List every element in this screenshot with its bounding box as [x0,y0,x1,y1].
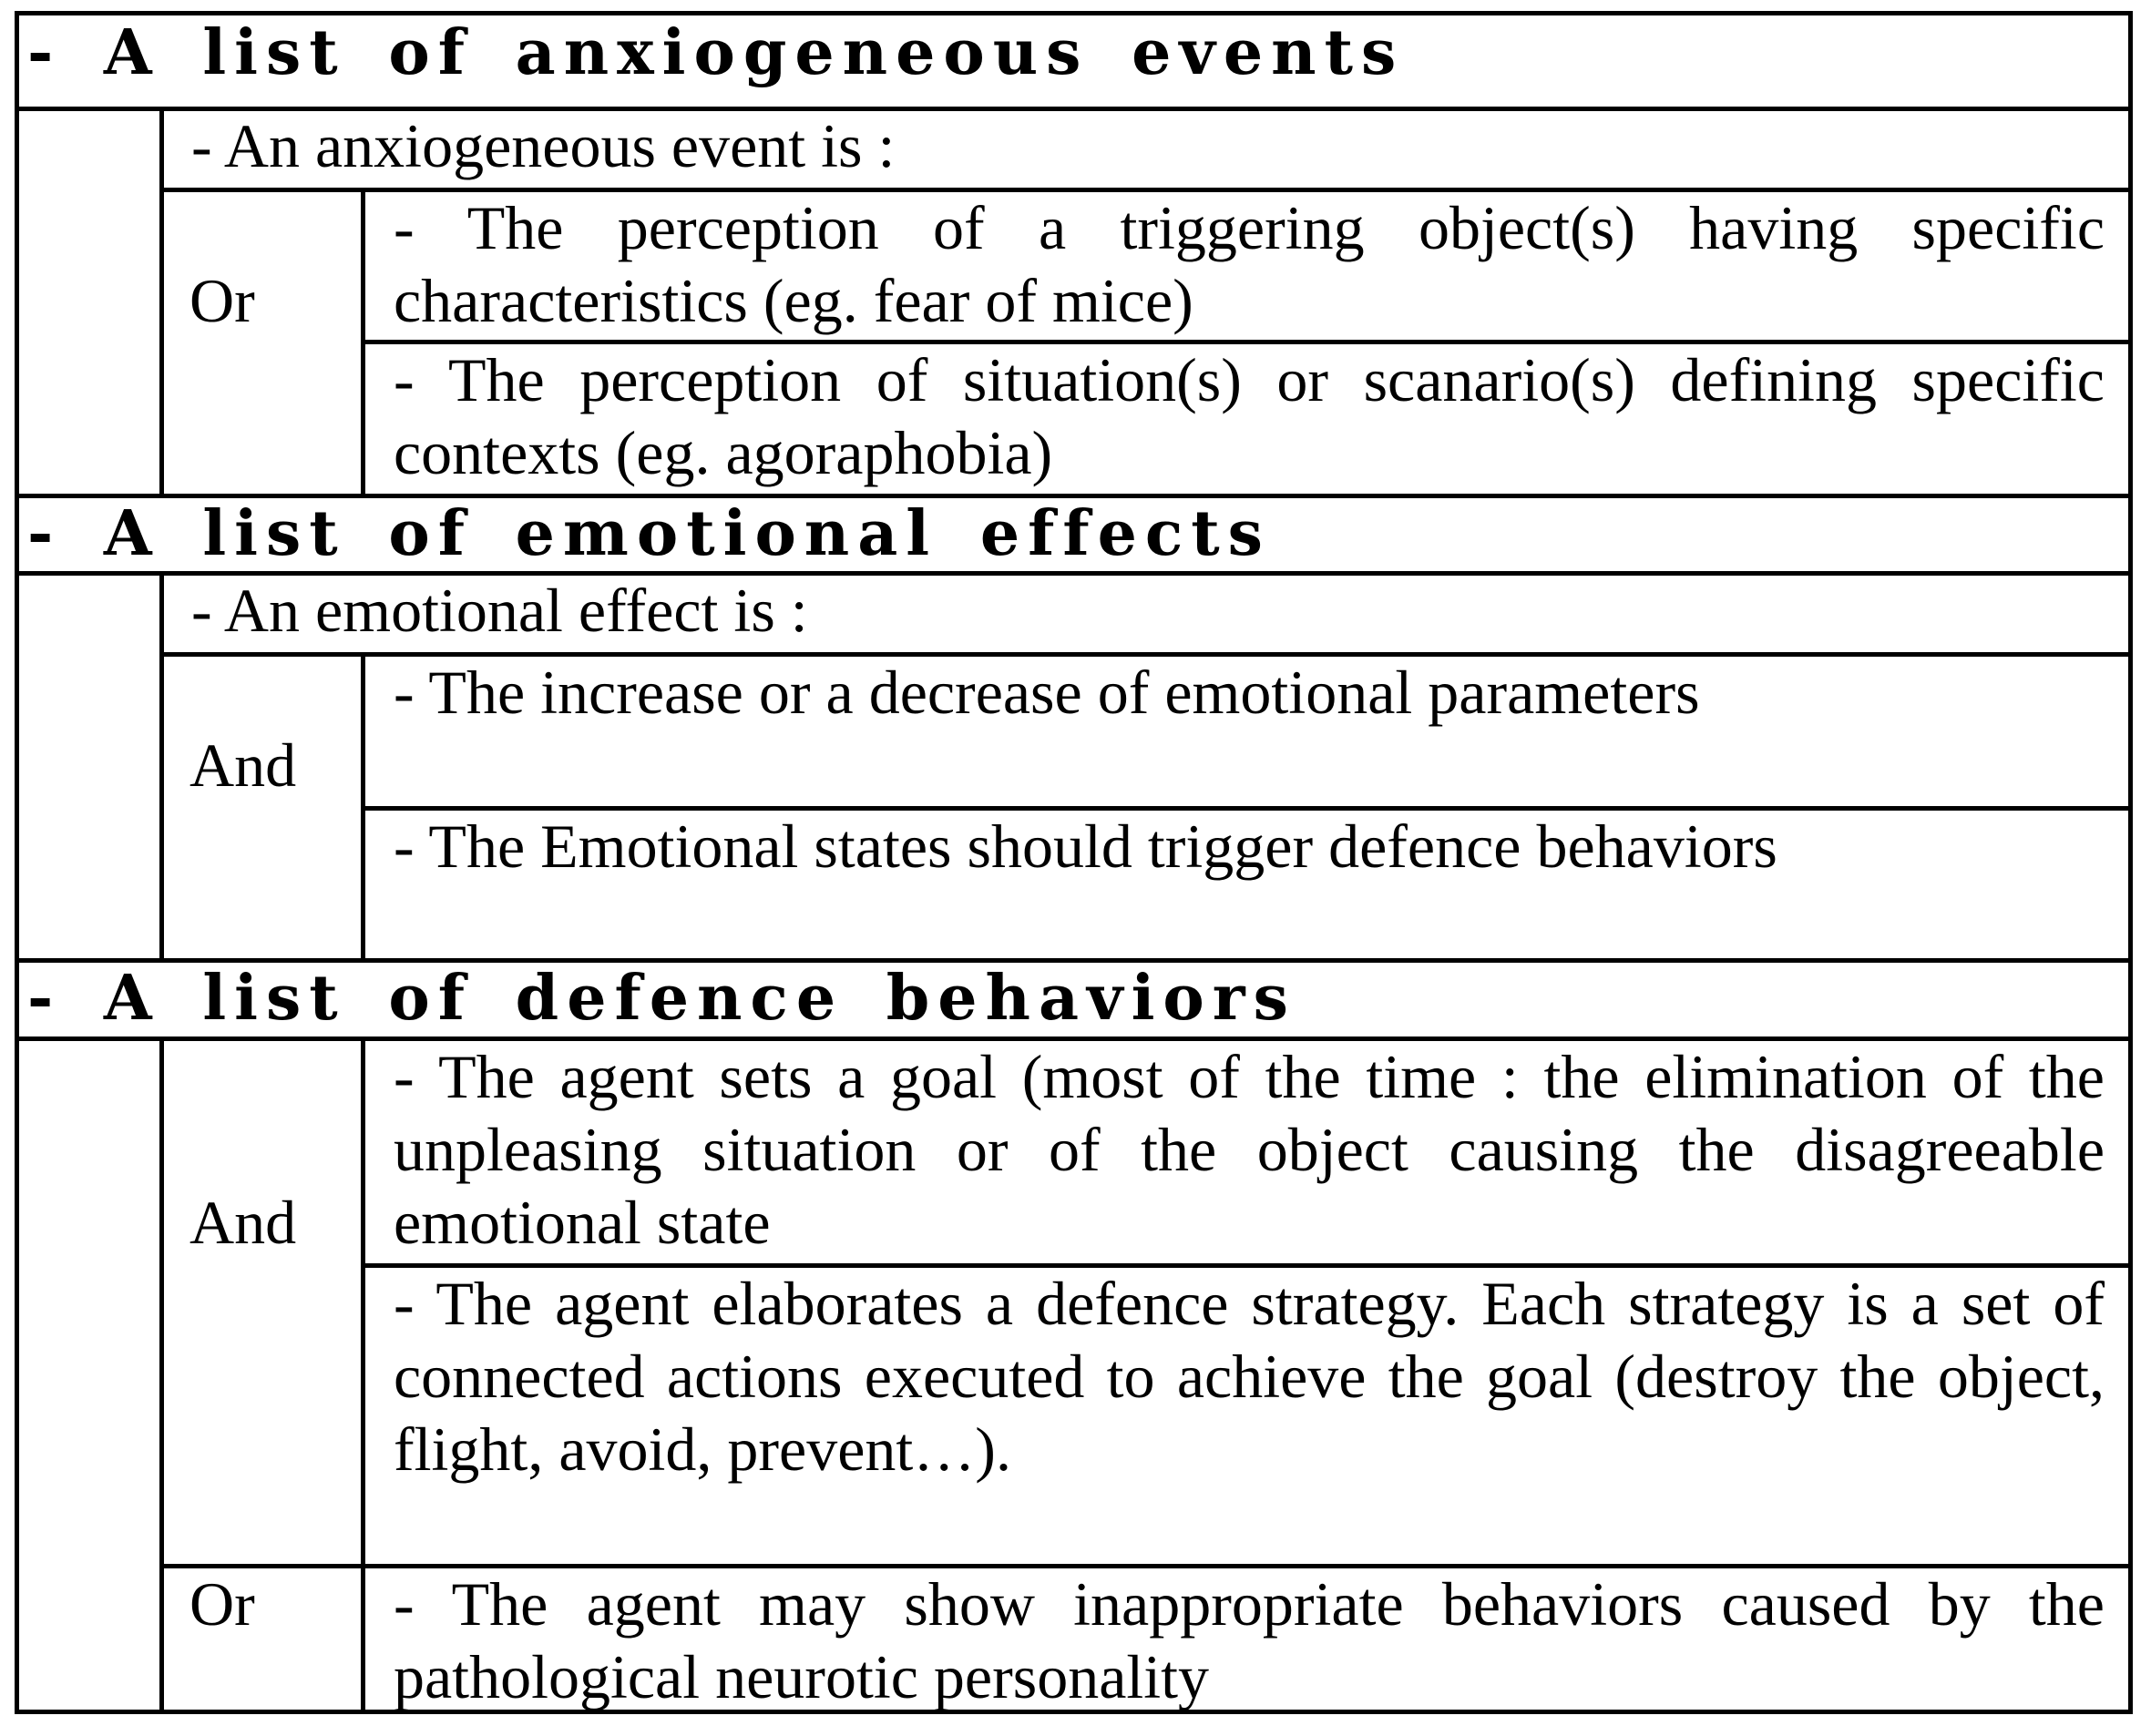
indent-column-divider [159,571,164,963]
section-title-emotional-effects: - A list of emotional effects [27,497,1271,570]
section-title-anxiogeneous-events: - A list of anxiogeneous events [27,16,1405,89]
definition-emotional-effect: - An emotional effect is : [191,576,808,645]
list-item: - The agent sets a goal (most of the time : the elimination of the unpleasing situation or of the object causing the disagreeable emotional state [394,1042,2105,1257]
section-title-defence-behaviors: - A list of defence behaviors [27,962,1296,1035]
list-item: - The increase or a decrease of emotional parameters [394,658,1700,727]
list-item: - The agent elaborates a defence strategy. Each strategy is a set of connected actions executed to achieve the goal (destroy the object, flight, avoid, prevent…). [394,1269,2105,1484]
list-item: - The Emotional states should trigger defence behaviors [394,812,1777,881]
operator-label-or: Or [189,1569,255,1639]
list-item: - The perception of a triggering object(s) having specific characteristics (eg. fear of mice) [394,193,2105,335]
indent-column-divider [159,1036,164,1714]
operator-label-and: And [189,730,297,800]
definition-anxiogeneous-event: - An anxiogeneous event is : [191,111,896,180]
list-item: - The perception of situation(s) or scanario(s) defining specific contexts (eg. agoraphobia) [394,345,2105,487]
indent-column-divider [159,107,164,498]
operator-column-divider [361,1036,365,1714]
operator-label-or: Or [189,266,255,335]
list-item: - The agent may show inappropriate behaviors caused by the pathological neurotic personality [394,1569,2105,1711]
operator-label-and: And [189,1188,297,1257]
